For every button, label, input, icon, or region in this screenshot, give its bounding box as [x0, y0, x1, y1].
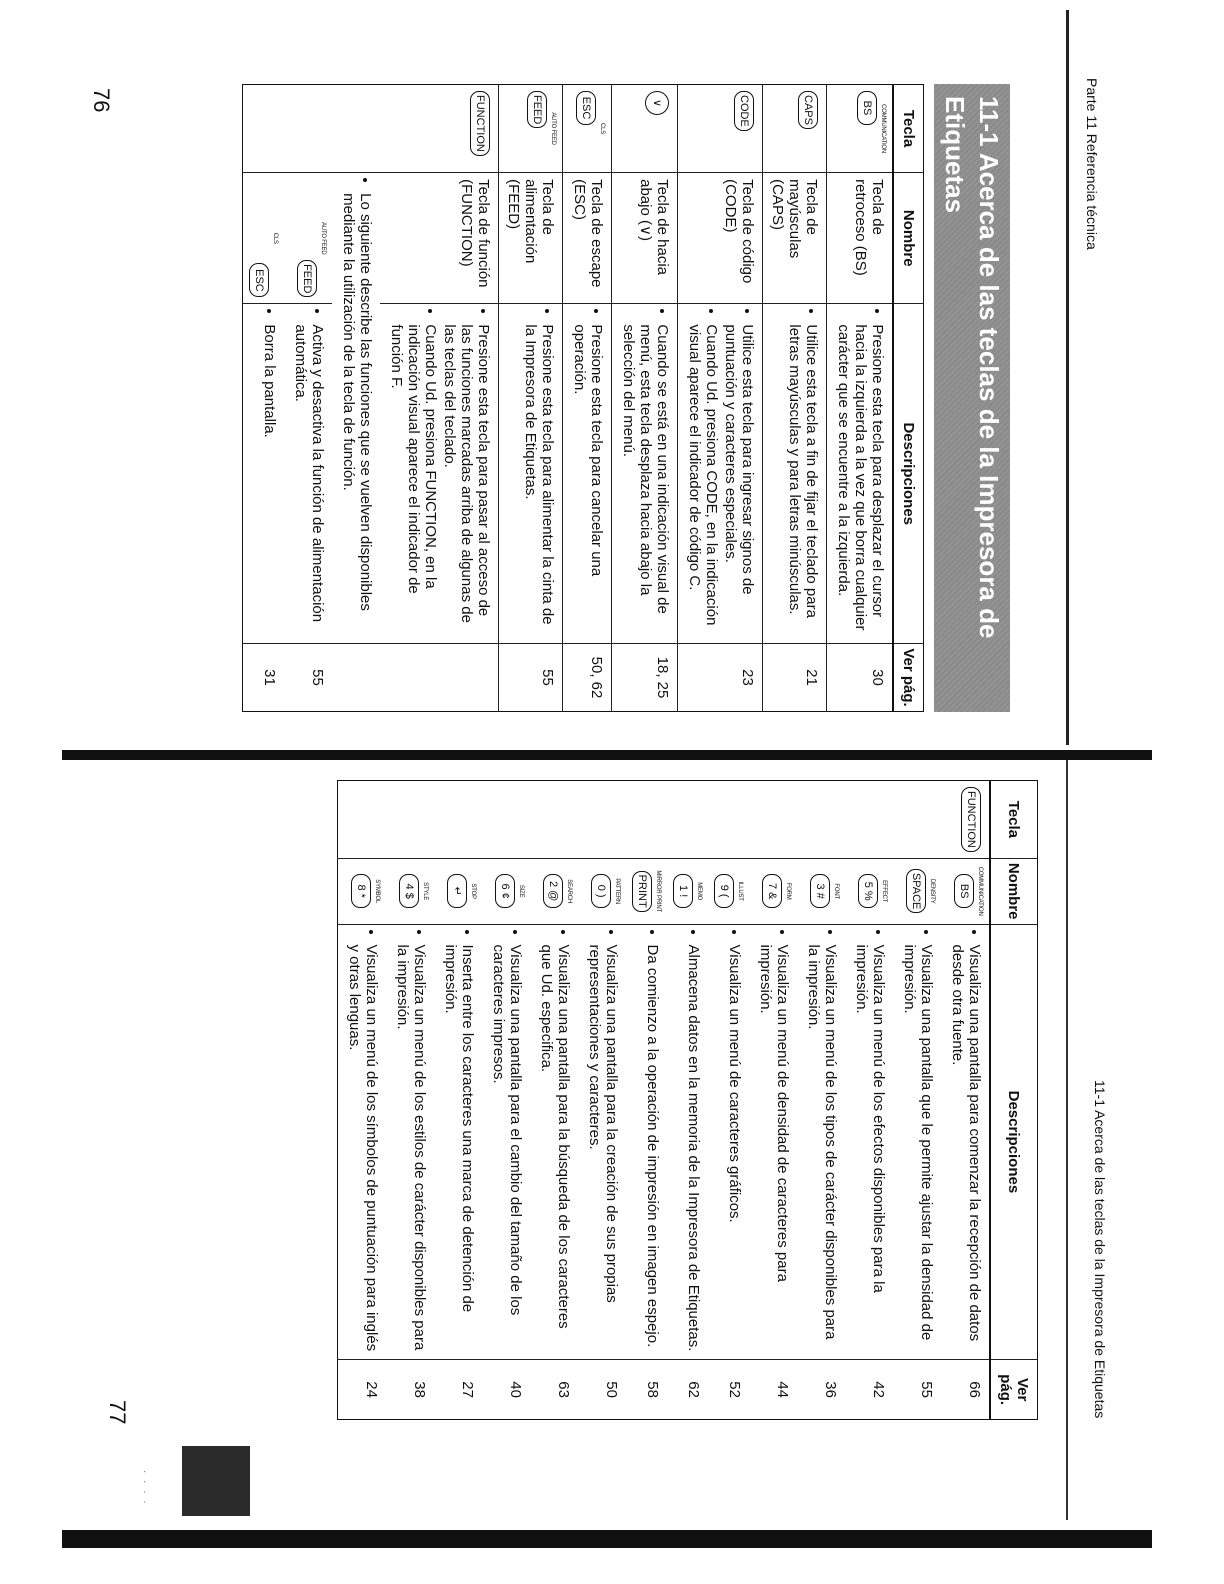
page-spine-lower [1066, 760, 1068, 1520]
page-ref: 52 [708, 1360, 749, 1420]
keyboard-key-icon: BS [954, 874, 974, 908]
table-row [827, 85, 894, 712]
keyboard-key-icon: 0 ) [591, 874, 611, 908]
page-ref: 40 [482, 1360, 530, 1420]
desc-item: • Cuando se está en una indicación visual de menú, esta tecla desplaza hacia abajo la selección del menú. [620, 324, 671, 637]
key-description [499, 304, 563, 644]
table-row [530, 781, 578, 1420]
key-cell [708, 781, 749, 859]
running-head-right: 11-1 Acerca de las teclas de la Impresora de Etiquetas [1092, 1080, 1108, 1419]
page-ref: 31 [243, 644, 285, 712]
page-number-left: 76 [89, 88, 114, 113]
key-cell [749, 781, 797, 859]
feed-key-icon: FEED [527, 91, 547, 128]
table-row [893, 781, 941, 1420]
table-row [678, 85, 763, 712]
running-head-left: Parte 11 Referencia técnica [1084, 78, 1100, 250]
key-description [667, 924, 708, 1360]
table-row [612, 85, 678, 712]
key-cell [893, 781, 941, 859]
keyboard-key-icon: 9 ( [714, 874, 734, 908]
key-cell [284, 173, 332, 304]
page-ref: 66 [941, 1360, 990, 1420]
key-function-label: COMMUNICATION [977, 866, 983, 916]
key-description [893, 924, 941, 1360]
page-ref: 63 [530, 1360, 578, 1420]
table-row [380, 85, 499, 712]
page-77 [278, 780, 1038, 1420]
desc-item: • Visualiza una pantalla para la búsqueda de los caracteres que Ud. especifica. [538, 945, 572, 1354]
empty-cell [284, 85, 332, 173]
key-cell [845, 781, 893, 859]
desc-item: • Visualiza un menú de los tipos de carácter disponibles para la impresión. [805, 945, 839, 1354]
table-row [797, 781, 845, 1420]
table-row [499, 85, 563, 712]
key-cell [338, 858, 387, 924]
key-table-right [337, 780, 1038, 1420]
key-description [434, 924, 482, 1360]
keyboard-key-icon: 8 * [351, 874, 371, 908]
key-function-label: CLS [599, 123, 605, 135]
table-row [941, 781, 990, 1420]
key-function-label: AUTO FEED [550, 112, 556, 145]
page-ref: 62 [667, 1360, 708, 1420]
key-function-label: STYLE [422, 882, 428, 901]
key-name: Tecla de función (FUNCTION) [380, 173, 499, 304]
key-description [678, 304, 763, 644]
empty-cell [332, 85, 380, 173]
key-description [482, 924, 530, 1360]
key-description [626, 924, 667, 1360]
key-cell [763, 85, 827, 173]
section-thumb-tab [182, 1446, 250, 1516]
caps-key-icon: CAPS [798, 91, 818, 129]
key-cell [386, 781, 434, 859]
key-cell [434, 781, 482, 859]
keyboard-key-icon: 2 @ [543, 874, 563, 908]
page-ref: 55 [893, 1360, 941, 1420]
key-name: Tecla de retroceso (BS) [827, 173, 894, 304]
table-row [845, 781, 893, 1420]
page-ref: 38 [386, 1360, 434, 1420]
keyboard-key-icon: 7 & [762, 874, 782, 908]
key-cell [941, 781, 990, 859]
key-cell [482, 858, 530, 924]
key-name: Tecla de escape (ESC) [563, 173, 612, 304]
key-cell [243, 173, 285, 304]
keyboard-key-icon: 3 # [810, 874, 830, 908]
down-arrow-key-icon: ∨ [645, 91, 669, 115]
key-name: Tecla de hacia abajo (∨) [612, 173, 678, 304]
section-title: 11-1 Acerca de las teclas de la Impresora de Etiquetas [934, 84, 1010, 712]
key-cell [380, 85, 499, 173]
key-description [708, 924, 749, 1360]
table-row [434, 781, 482, 1420]
key-cell [708, 858, 749, 924]
desc-item: • Cuando Ud. presiona FUNCTION, en la indicación visual aparece el indicador de función F. [388, 324, 439, 637]
key-description [284, 304, 332, 644]
key-description [845, 924, 893, 1360]
key-cell [612, 85, 678, 173]
desc-item: • Lo siguiente describe las funciones que se vuelven disponibles mediante la utilización de la tecla de función. [340, 193, 374, 637]
page-ref: 36 [797, 1360, 845, 1420]
key-cell [563, 85, 612, 173]
empty-cell [243, 85, 285, 173]
keyboard-key-icon: ↵ [447, 874, 467, 908]
desc-item: • Almacena datos en la memoria de la Impresora de Etiquetas. [685, 945, 702, 1354]
key-cell [678, 85, 763, 173]
page-ref: 18, 25 [612, 644, 678, 712]
key-description [563, 304, 612, 644]
table-row [667, 781, 708, 1420]
keyboard-key-icon: PRINT [632, 871, 652, 912]
key-function-label: ILLUST [737, 881, 743, 901]
page-number-right: 77 [105, 1400, 130, 1425]
table-row [578, 781, 626, 1420]
keyboard-key-icon: 6 ¢ [495, 874, 515, 908]
col-header-page: Ver pág. [893, 644, 924, 712]
key-function-label: AUTO FEED [320, 222, 326, 255]
keyboard-key-icon: SPACE [906, 869, 926, 913]
col-header-desc: Descripciones [893, 304, 924, 644]
esc-key-icon: ESC [249, 263, 269, 297]
table-row [243, 85, 285, 712]
col-header-name: Nombre [893, 173, 924, 304]
key-cell [845, 858, 893, 924]
key-cell [499, 85, 563, 173]
desc-item: • Inserta entre los caracteres una marca de detención de impresión. [442, 945, 476, 1354]
keyboard-key-icon: 1 ! [673, 874, 693, 908]
function-note [332, 173, 380, 644]
table-row [626, 781, 667, 1420]
page-ref: 30 [827, 644, 894, 712]
desc-item: • Visualiza un menú de densidad de caracteres para impresión. [757, 945, 791, 1354]
table-row [284, 85, 332, 712]
feed-key-icon: FEED [297, 260, 317, 297]
desc-item: • Cuando Ud. presiona CODE, en la indicación visual aparece el indicador de código C. [686, 324, 720, 637]
function-key-icon: FUNCTION [470, 91, 490, 156]
page-ref: 55 [284, 644, 332, 712]
key-description [941, 924, 990, 1360]
key-cell [827, 85, 894, 173]
key-cell [578, 858, 626, 924]
desc-item: • Visualiza un menú de los estilos de carácter disponibles para la impresión. [394, 945, 428, 1354]
table-row [332, 85, 380, 712]
bottom-edge-shadow [62, 1530, 1152, 1548]
scan-mark: · · · · [139, 1470, 150, 1506]
function-key-icon: FUNCTION [961, 787, 981, 852]
gutter-shadow [62, 750, 1152, 760]
page-ref: 23 [678, 644, 763, 712]
keyboard-key-icon: 4 $ [399, 874, 419, 908]
desc-item: • Presione esta tecla para cancelar una operación. [571, 324, 605, 637]
table-row [563, 85, 612, 712]
bs-key-icon: BS [857, 91, 877, 125]
desc-item: • Visualiza una pantalla que le permite ajustar la densidad de impresión. [901, 945, 935, 1354]
key-function-label: SYMBOL [374, 879, 380, 904]
key-cell [578, 781, 626, 859]
table-row [763, 85, 827, 712]
desc-item: • Visualiza una pantalla para el cambio del tamaño de los caracteres impresos. [490, 945, 524, 1354]
desc-item: • Activa y desactiva la función de alimentación automática. [292, 324, 326, 637]
col-header-page: Ver pág. [990, 1360, 1038, 1420]
page-ref: 55 [499, 644, 563, 712]
desc-item: • Visualiza un menú de los efectos disponibles para la impresión. [853, 945, 887, 1354]
desc-item: • Borra la pantalla. [261, 324, 278, 637]
key-name: Tecla de mayúsculas (CAPS) [763, 173, 827, 304]
desc-item: • Presione esta tecla para desplazar el cursor hacia la izquierda a la vez que borra cualquier carácter que se encuentre a la izquierda. [835, 324, 886, 637]
col-header-desc: Descripciones [990, 924, 1038, 1360]
key-cell [893, 858, 941, 924]
page-spine [1066, 10, 1069, 745]
key-cell [797, 858, 845, 924]
desc-item: • Utilice esta tecla para ingresar signos de puntuación y caracteres especiales. [722, 324, 756, 637]
key-function-label: SEARCH [566, 879, 572, 904]
key-function-label: STOP [470, 883, 476, 899]
key-function-label: CLS [272, 232, 278, 244]
key-description [243, 304, 285, 644]
key-cell [482, 781, 530, 859]
desc-item: • Visualiza un menú de caracteres gráficos. [726, 945, 743, 1354]
key-description [380, 304, 499, 644]
key-description [578, 924, 626, 1360]
key-cell [941, 858, 990, 924]
desc-item: • Presione esta tecla para alimentar la cinta de la Impresora de Etiquetas. [522, 324, 556, 637]
key-description [338, 924, 387, 1360]
keyboard-key-icon: 5 % [858, 874, 878, 908]
table-row [482, 781, 530, 1420]
key-function-label: SIZE [518, 884, 524, 898]
key-function-label: PATTERN [614, 878, 620, 905]
desc-item: • Visualiza una pantalla para comenzar la recepción de datos desde otra fuente. [949, 945, 983, 1354]
key-function-label: MIRROR PRINT [655, 870, 661, 912]
key-function-label: EFFECT [881, 880, 887, 903]
key-cell [626, 781, 667, 859]
page-76 [130, 84, 1010, 712]
key-function-label: FONT [833, 883, 839, 899]
key-table-left [242, 84, 924, 712]
desc-item: • Utilice esta tecla a fin de fijar el teclado para letras mayúsculas y para letras minúsculas. [786, 324, 820, 637]
page-ref: 50, 62 [563, 644, 612, 712]
key-description [612, 304, 678, 644]
page-ref [380, 644, 499, 712]
page-ref: 21 [763, 644, 827, 712]
col-header-key: Tecla [990, 781, 1038, 859]
page-ref: 58 [626, 1360, 667, 1420]
key-cell [667, 781, 708, 859]
desc-item: • Visualiza un menú de los símbolos de puntuación para inglés y otras lenguas. [346, 945, 380, 1354]
key-function-label: FORM [785, 882, 791, 900]
key-cell [667, 858, 708, 924]
page-ref: 27 [434, 1360, 482, 1420]
key-name: Tecla de código (CODE) [678, 173, 763, 304]
key-name: Tecla de alimentación (FEED) [499, 173, 563, 304]
code-key-icon: CODE [734, 91, 754, 131]
page-ref: 50 [578, 1360, 626, 1420]
key-cell [386, 858, 434, 924]
esc-key-icon: ESC [576, 91, 596, 125]
key-description [530, 924, 578, 1360]
page-ref: 42 [845, 1360, 893, 1420]
empty-cell [332, 644, 380, 712]
desc-item: • Presione esta tecla para pasar al acceso de las funciones marcadas arriba de algunas de las teclas del teclado. [441, 324, 492, 637]
key-cell [530, 781, 578, 859]
col-header-key: Tecla [893, 85, 924, 173]
key-cell [338, 781, 387, 859]
key-cell [626, 858, 667, 924]
key-cell [797, 781, 845, 859]
key-cell [530, 858, 578, 924]
page-ref: 44 [749, 1360, 797, 1420]
key-cell [749, 858, 797, 924]
desc-item: • Da comienzo a la operación de impresión en imagen espejo. [644, 945, 661, 1354]
table-row [749, 781, 797, 1420]
col-header-name: Nombre [990, 858, 1038, 924]
key-function-label: MEMO [696, 882, 702, 901]
table-row [708, 781, 749, 1420]
key-description [763, 304, 827, 644]
key-description [749, 924, 797, 1360]
key-function-label: COMMUNICATION [880, 104, 886, 154]
key-cell [434, 858, 482, 924]
desc-item: • Visualiza una pantalla para la creación de sus propias representaciones y caracteres. [586, 945, 620, 1354]
key-function-label: DENSITY [929, 878, 935, 904]
table-row [386, 781, 434, 1420]
page-ref: 24 [338, 1360, 387, 1420]
key-description [827, 304, 894, 644]
table-row [338, 781, 387, 1420]
key-description [386, 924, 434, 1360]
key-description [797, 924, 845, 1360]
